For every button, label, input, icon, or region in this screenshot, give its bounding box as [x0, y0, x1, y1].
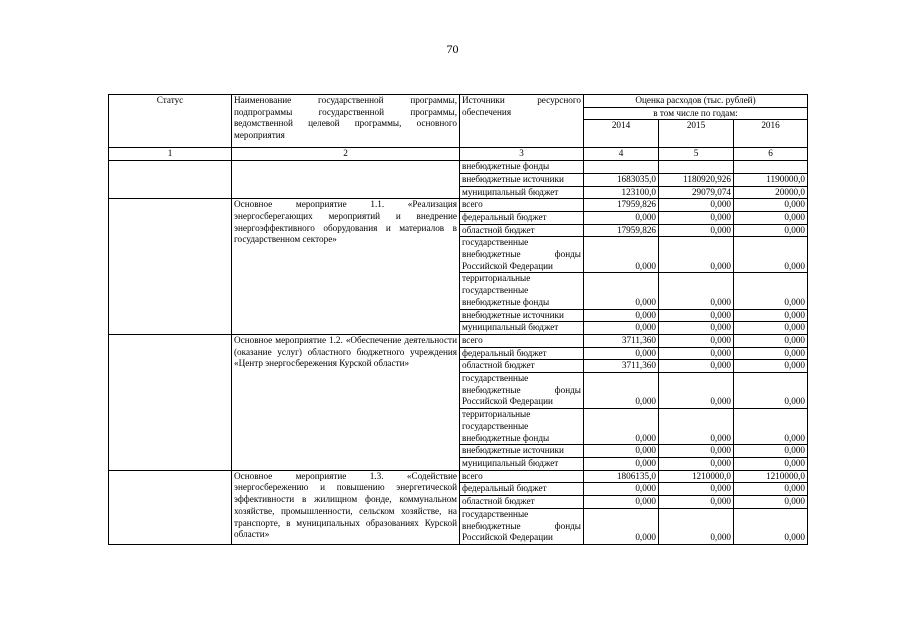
value-2016: 0,000	[734, 373, 808, 409]
value-2015: 0,000	[659, 224, 734, 237]
funding-source: всего	[460, 470, 584, 483]
funding-source: внебюджетные источники	[460, 173, 584, 186]
value-2015: 0,000	[659, 457, 734, 470]
value-2014: 1683035,0	[584, 173, 659, 186]
value-2016: 0,000	[734, 211, 808, 224]
funding-source: муниципальный бюджет	[460, 186, 584, 199]
funding-source: федеральный бюджет	[460, 211, 584, 224]
column-numbers-row	[109, 148, 808, 161]
budget-table	[108, 94, 808, 545]
value-2015: 0,000	[659, 373, 734, 409]
status-cell	[109, 161, 232, 199]
value-2016: 0,000	[734, 483, 808, 496]
value-2014: 0,000	[584, 309, 659, 322]
funding-source: федеральный бюджет	[460, 483, 584, 496]
value-2015: 29079,074	[659, 186, 734, 199]
funding-source: внебюджетные источники	[460, 309, 584, 322]
funding-source: внебюджетные источники	[460, 445, 584, 458]
table-row	[109, 470, 808, 483]
funding-source: территориальные государственные внебюджетные фонды	[460, 409, 584, 445]
value-2016: 0,000	[734, 334, 808, 347]
value-2015: 0,000	[659, 409, 734, 445]
activity-name: Основное мероприятие 1.3. «Содействие энергосбережению и повышению энергетической эффективности в жилищном фонде, коммунальном хозяйстве, промышленности, сельском хозяйстве, на транспорте, в муниципальных образованиях Курской области»	[232, 470, 460, 544]
value-2014: 0,000	[584, 457, 659, 470]
page-number: 70	[446, 42, 459, 56]
value-2014: 0,000	[584, 322, 659, 335]
funding-source: государственные внебюджетные фонды Российской Федерации	[460, 508, 584, 544]
table-row	[109, 199, 808, 212]
value-2016: 20000,0	[734, 186, 808, 199]
funding-source: всего	[460, 334, 584, 347]
value-2015: 0,000	[659, 347, 734, 360]
value-2015	[659, 161, 734, 174]
value-2016: 0,000	[734, 409, 808, 445]
value-2015: 0,000	[659, 199, 734, 212]
status-cell	[109, 199, 232, 335]
value-2014: 0,000	[584, 496, 659, 509]
value-2014: 0,000	[584, 273, 659, 309]
value-2014: 0,000	[584, 445, 659, 458]
value-2014: 0,000	[584, 508, 659, 544]
value-2016: 0,000	[734, 237, 808, 273]
header-row	[109, 95, 808, 108]
funding-source: всего	[460, 199, 584, 212]
value-2016: 0,000	[734, 496, 808, 509]
value-2014: 0,000	[584, 483, 659, 496]
col-number: 2	[232, 148, 460, 161]
header-estimate: Оценка расходов (тыс. рублей)	[584, 95, 808, 108]
header-by-years: в том числе по годам:	[584, 107, 808, 120]
funding-source: муниципальный бюджет	[460, 457, 584, 470]
funding-source: областной бюджет	[460, 224, 584, 237]
activity-name: Основное мероприятие 1.2. «Обеспечение деятельности (оказание услуг) областного бюджетного учреждения «Центр энергосбережения Курской области»	[232, 334, 460, 470]
value-2016: 0,000	[734, 360, 808, 373]
table-row	[109, 161, 808, 174]
value-2016: 0,000	[734, 445, 808, 458]
activity-name	[232, 161, 460, 199]
value-2015: 0,000	[659, 360, 734, 373]
col-number: 4	[584, 148, 659, 161]
header-year-2014: 2014	[584, 120, 659, 148]
col-number: 6	[734, 148, 808, 161]
value-2014: 17959,826	[584, 224, 659, 237]
value-2016: 0,000	[734, 199, 808, 212]
header-status: Статус	[109, 95, 232, 148]
activity-name: Основное мероприятие 1.1. «Реализация энергосберегающих мероприятий и внедрение энергоэффективного оборудования и материалов в государственном секторе»	[232, 199, 460, 335]
header-year-2016: 2016	[734, 120, 808, 148]
funding-source: государственные внебюджетные фонды Российской Федерации	[460, 373, 584, 409]
value-2014: 3711,360	[584, 360, 659, 373]
value-2015: 1180920,926	[659, 173, 734, 186]
value-2015: 0,000	[659, 496, 734, 509]
value-2016: 0,000	[734, 322, 808, 335]
value-2015: 0,000	[659, 445, 734, 458]
header-sources: Источники ресурсного обеспечения	[460, 95, 584, 148]
header-name: Наименование государственной программы, подпрограммы государственной программы, ведомственной целевой программы, основного мероприятия	[232, 95, 460, 148]
status-cell	[109, 470, 232, 544]
funding-source: внебюджетные фонды	[460, 161, 584, 174]
value-2014: 17959,826	[584, 199, 659, 212]
status-cell	[109, 334, 232, 470]
table-row	[109, 334, 808, 347]
value-2016: 1210000,0	[734, 470, 808, 483]
value-2016: 0,000	[734, 457, 808, 470]
value-2016	[734, 161, 808, 174]
col-number: 5	[659, 148, 734, 161]
value-2015: 0,000	[659, 334, 734, 347]
value-2014	[584, 161, 659, 174]
value-2014: 0,000	[584, 347, 659, 360]
funding-source: областной бюджет	[460, 496, 584, 509]
value-2015: 0,000	[659, 309, 734, 322]
value-2016: 0,000	[734, 273, 808, 309]
value-2016: 0,000	[734, 347, 808, 360]
value-2014: 0,000	[584, 237, 659, 273]
value-2015: 0,000	[659, 322, 734, 335]
value-2015: 0,000	[659, 273, 734, 309]
col-number: 3	[460, 148, 584, 161]
value-2015: 0,000	[659, 483, 734, 496]
value-2016: 1190000,0	[734, 173, 808, 186]
value-2014: 0,000	[584, 373, 659, 409]
value-2014: 0,000	[584, 409, 659, 445]
value-2014: 123100,0	[584, 186, 659, 199]
value-2016: 0,000	[734, 508, 808, 544]
header-year-2015: 2015	[659, 120, 734, 148]
funding-source: областной бюджет	[460, 360, 584, 373]
value-2014: 0,000	[584, 211, 659, 224]
value-2015: 0,000	[659, 508, 734, 544]
funding-source: муниципальный бюджет	[460, 322, 584, 335]
value-2015: 1210000,0	[659, 470, 734, 483]
value-2014: 3711,360	[584, 334, 659, 347]
value-2016: 0,000	[734, 309, 808, 322]
funding-source: государственные внебюджетные фонды Российской Федерации	[460, 237, 584, 273]
funding-source: федеральный бюджет	[460, 347, 584, 360]
value-2015: 0,000	[659, 211, 734, 224]
col-number: 1	[109, 148, 232, 161]
value-2014: 1806135,0	[584, 470, 659, 483]
value-2015: 0,000	[659, 237, 734, 273]
value-2016: 0,000	[734, 224, 808, 237]
funding-source: территориальные государственные внебюджетные фонды	[460, 273, 584, 309]
